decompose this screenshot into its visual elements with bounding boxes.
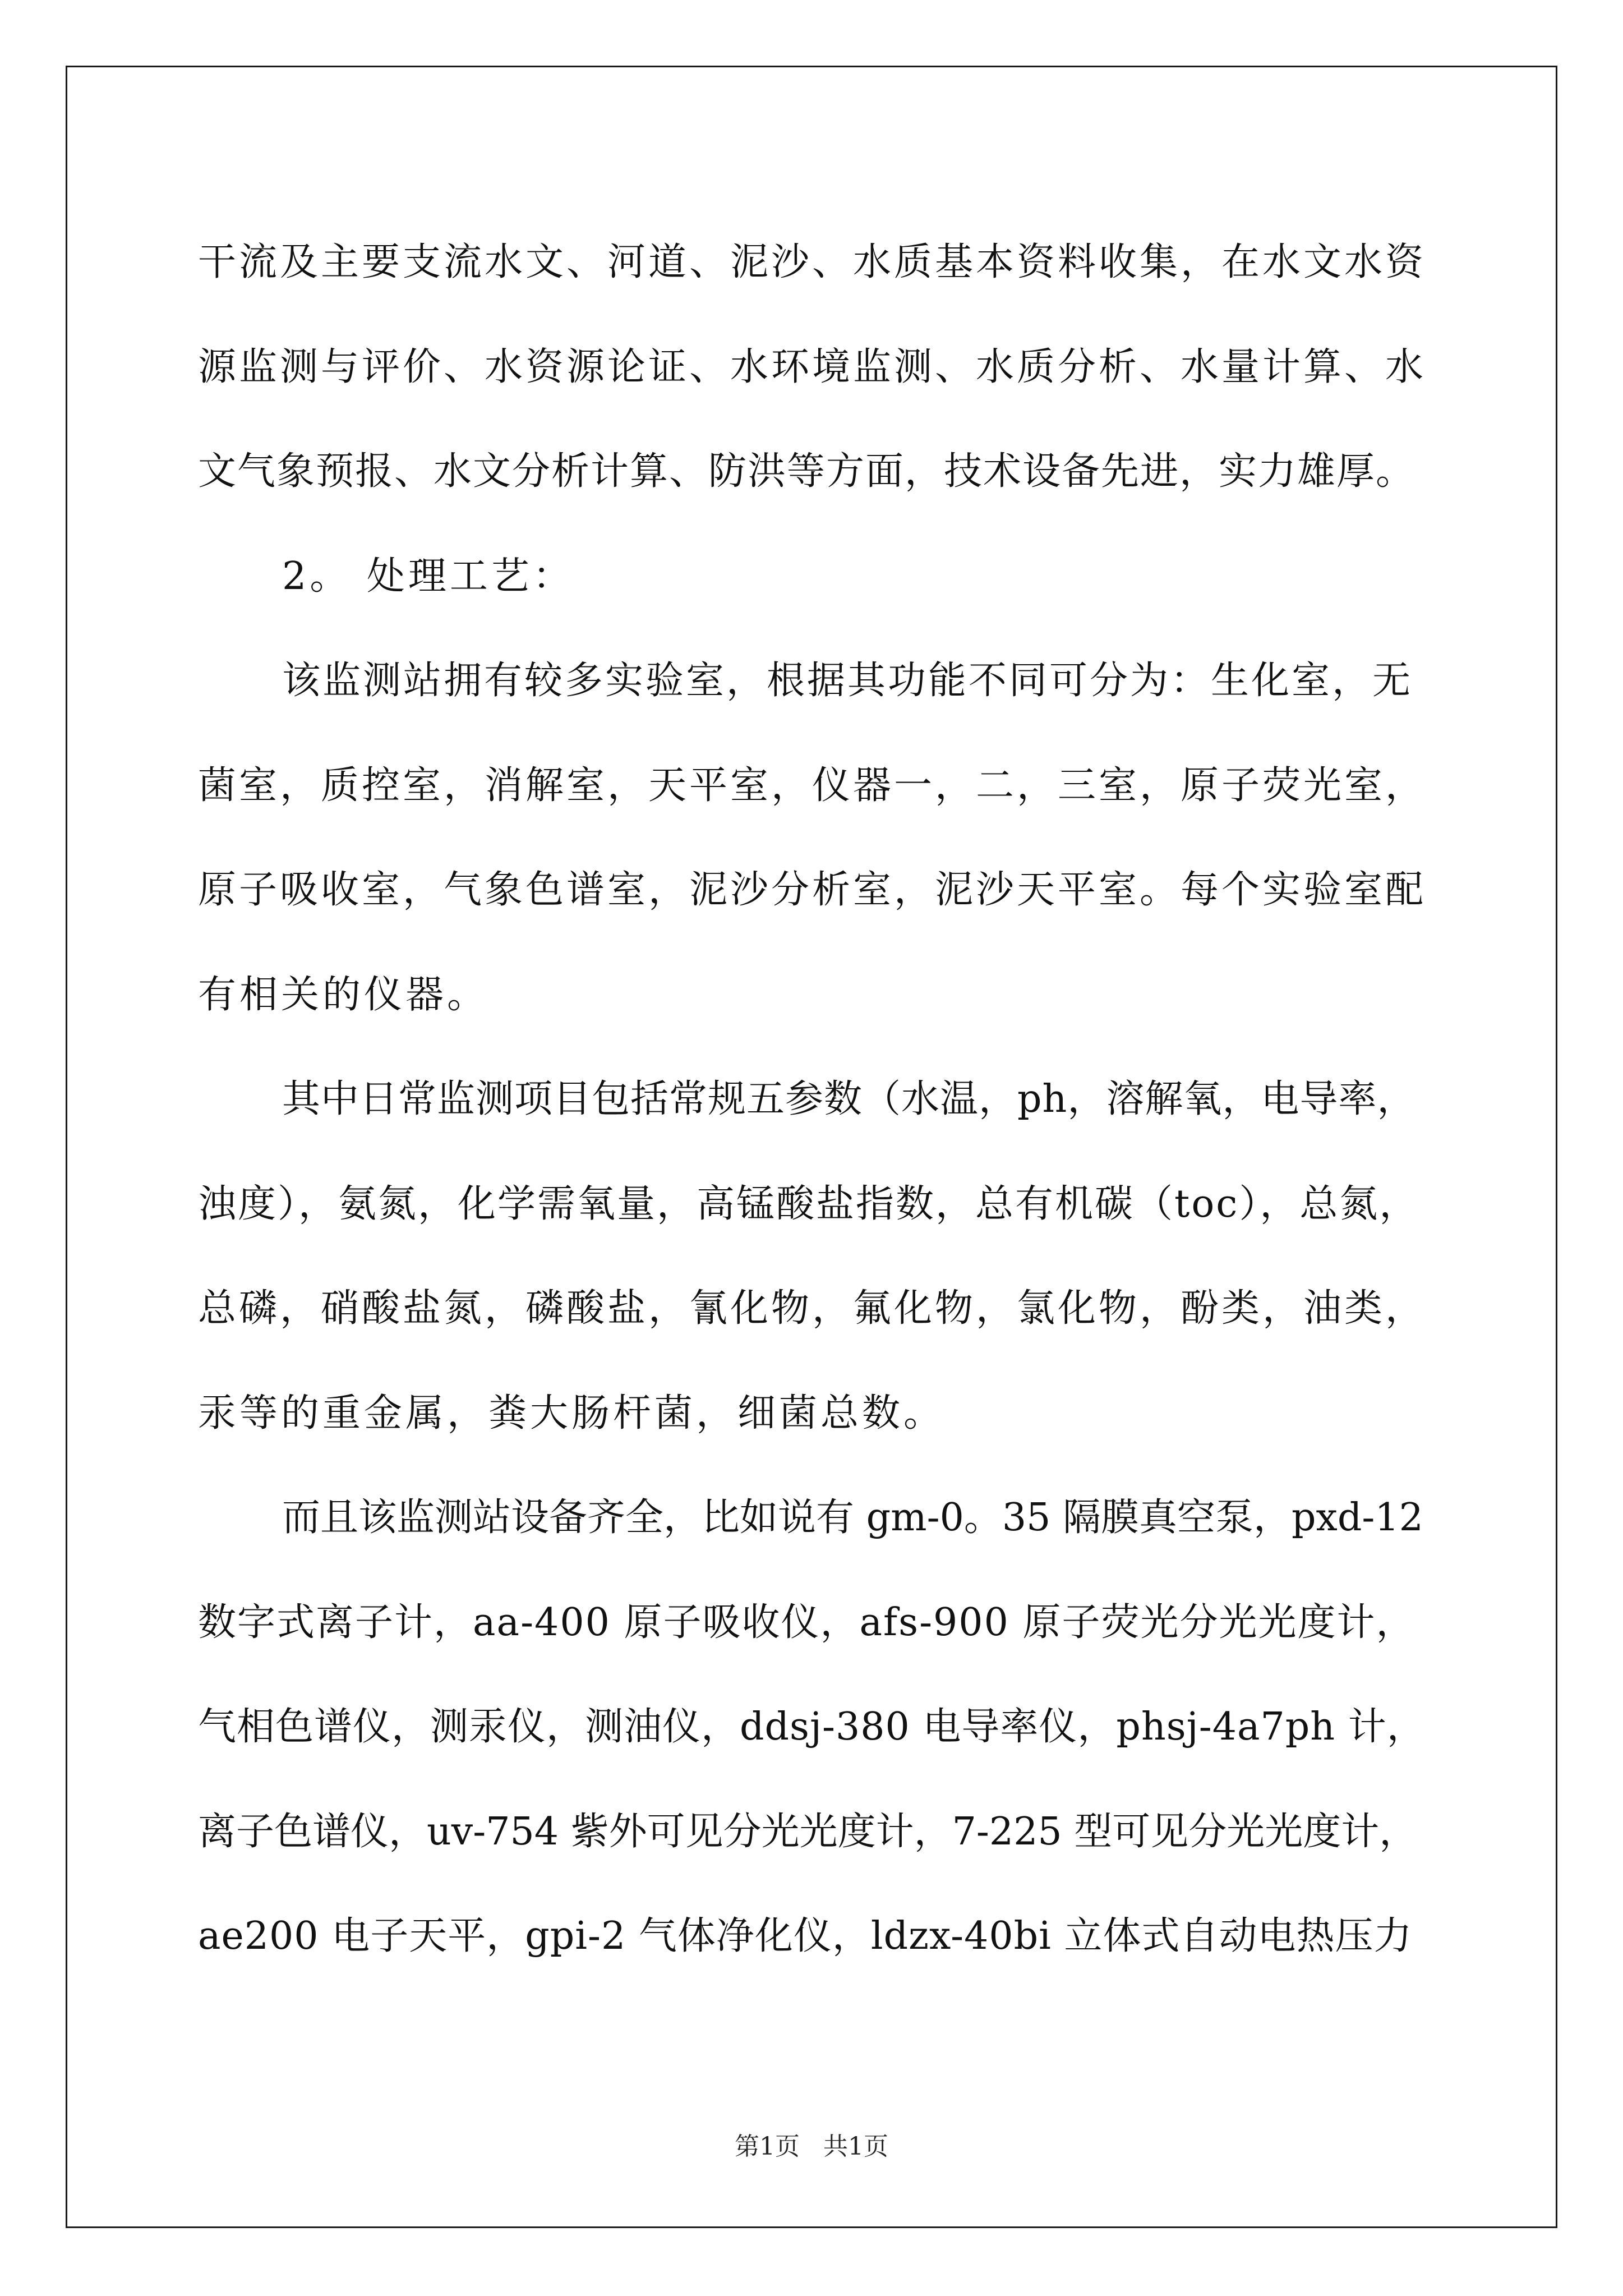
text-line-10: 浊度），氨氮，化学需氧量，高锰酸盐指数，总有机碳（toc），总氮， xyxy=(198,1181,1419,1226)
text-line-13: 而且该监测站设备齐全，比如说有 gm-0。35 隔膜真空泵，pxd-12 xyxy=(282,1496,1423,1540)
text-line-12: 汞等的重金属，粪大肠杆菌，细菌总数。 xyxy=(198,1391,946,1435)
text-line-3: 文气象预报、水文分析计算、防洪等方面，技术设备先进，实力雄厚。 xyxy=(198,449,1415,494)
text-line-2: 源监测与评价、水资源论证、水环境监测、水质分析、水量计算、水 xyxy=(198,344,1427,389)
text-line-9: 其中日常监测项目包括常规五参数（水温，ph，溶解氧，电导率， xyxy=(282,1077,1416,1121)
text-line-1: 干流及主要支流水文、河道、泥沙、水质基本资料收集，在水文水资 xyxy=(198,240,1427,284)
document-body xyxy=(198,210,1426,1989)
text-line-11: 总磷，硝酸盐氮，磷酸盐，氰化物，氟化物，氯化物，酚类，油类， xyxy=(198,1286,1427,1331)
page-number: 第1页 共1页 xyxy=(735,2132,888,2161)
text-line-15: 气相色谱仪，测汞仪，测油仪，ddsj-380 电导率仪，phsj-4a7ph 计， xyxy=(198,1705,1426,1749)
text-line-5: 该监测站拥有较多实验室，根据其功能不同可分为：生化室，无 xyxy=(282,659,1413,703)
text-line-6: 菌室，质控室，消解室，天平室，仪器一，二，三室，原子荧光室， xyxy=(198,763,1427,808)
section-heading: 2。 处理工艺： xyxy=(282,554,574,599)
text-line-16: 离子色谱仪，uv-754 紫外可见分光光度计，7-225 型可见分光光度计， xyxy=(198,1809,1418,1854)
text-line-14: 数字式离子计，aa-400 原子吸收仪，afs-900 原子荧光分光光度计， xyxy=(198,1600,1415,1645)
text-line-8: 有相关的仪器。 xyxy=(198,972,489,1017)
text-line-17: ae200 电子天平，gpi-2 气体净化仪，ldzx-40bi 立体式自动电热压力 xyxy=(198,1914,1413,1958)
text-line-7: 原子吸收室，气象色谱室，泥沙分析室，泥沙天平室。每个实验室配 xyxy=(198,868,1427,912)
